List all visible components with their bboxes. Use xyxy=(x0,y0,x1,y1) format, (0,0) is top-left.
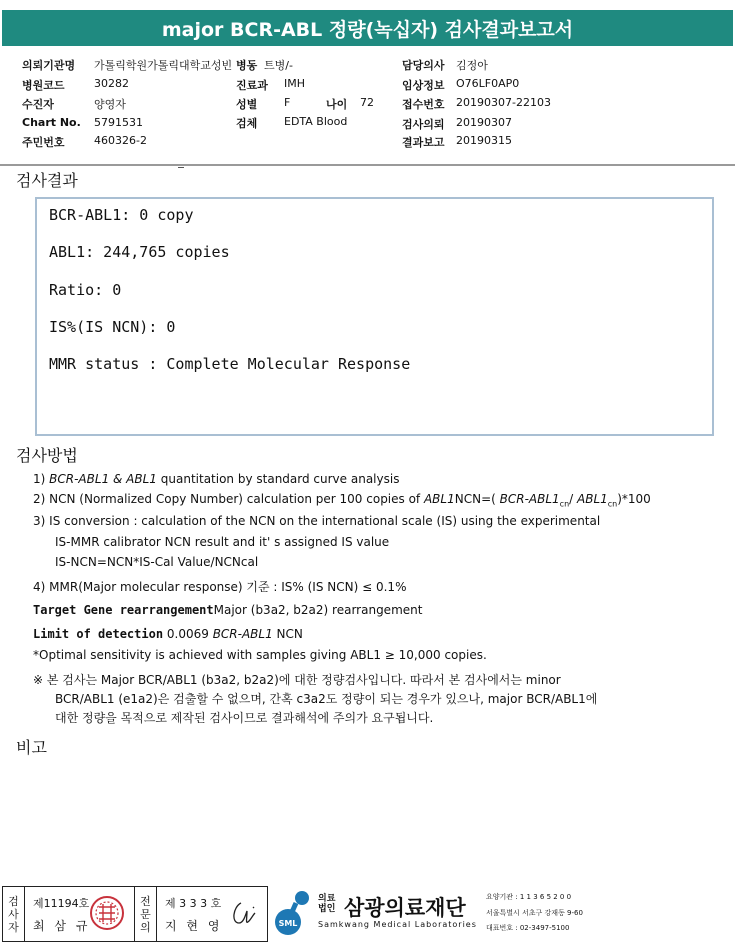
clinical-label: 임상정보 xyxy=(402,79,445,92)
target-gene xyxy=(33,603,422,617)
logo-prefix xyxy=(318,894,335,914)
report-footer xyxy=(2,884,733,944)
id-label: 주민번호 xyxy=(22,136,65,149)
age-value: 72 xyxy=(360,96,374,109)
method-1-number: 1) xyxy=(33,472,46,486)
inspector-license: 제11194호 xyxy=(33,897,90,910)
signature-table xyxy=(2,886,268,942)
info-divider xyxy=(0,164,735,166)
caution-note xyxy=(33,671,561,688)
result-abl1: ABL1: 244,765 copies xyxy=(49,243,230,261)
caution-line-1: 본 검사는 Major BCR/ABL1 (b3a2, b2a2)에 대한 정량검사입니다. 따라서 본 검사에서는 minor xyxy=(46,673,561,687)
lod-label: Limit of detection xyxy=(33,627,164,641)
chart-label: Chart No. xyxy=(22,116,81,129)
method-3-line-2: IS-MMR calibrator NCN result and it' s assigned IS value xyxy=(55,535,390,549)
method-1-text: quantitation by standard curve analysis xyxy=(156,472,400,486)
signature-icon xyxy=(227,897,261,931)
chart-value: 5791531 xyxy=(94,116,143,129)
seal-icon xyxy=(89,895,125,931)
caution-line-3: 대한 정량을 목적으로 제작된 검사이므로 결과해석에 주의가 요구됩니다. xyxy=(55,711,434,725)
age-label: 나이 xyxy=(326,98,348,111)
method-2-sub-1: cn xyxy=(559,499,570,509)
ward-value: 트병/- xyxy=(264,59,293,72)
specialist-title xyxy=(135,887,157,941)
institution-code: 요양기관 : 1 1 3 6 5 2 0 0 xyxy=(486,893,572,901)
lod-value: 0.0069 xyxy=(166,627,213,641)
method-4-text: MMR(Major molecular response) 기준 : IS% (IS NCN) ≤ 0.1% xyxy=(49,580,407,594)
method-3-text: IS conversion : calculation of the NCN on the international scale (IS) using the experimental xyxy=(49,514,601,528)
company-address: 서울특별시 서초구 강재동 9-60 xyxy=(486,909,583,917)
target-gene-label: Target Gene rearrangement xyxy=(33,603,214,617)
inspector-title xyxy=(3,887,25,941)
sex-label: 성별 xyxy=(236,98,258,111)
method-2-slash: / xyxy=(569,492,577,506)
company-logo xyxy=(274,886,514,942)
specialist-name: 지 현 영 xyxy=(165,919,223,933)
result-mmr-status: MMR status : Complete Molecular Response xyxy=(49,355,411,373)
method-2-gene-bcr: BCR-ABL1 xyxy=(499,492,560,506)
method-1-genes: BCR-ABL1 & ABL1 xyxy=(49,472,157,486)
doctor-value: 김정아 xyxy=(456,59,488,72)
limit-of-detection xyxy=(33,627,303,641)
patient-value: 양영자 xyxy=(94,98,126,111)
results-box xyxy=(35,197,714,436)
method-2-gene: ABL1 xyxy=(423,492,455,506)
inspector-cell xyxy=(25,887,135,941)
id-value: 460326-2 xyxy=(94,134,147,147)
method-item-3 xyxy=(33,514,600,528)
remarks-heading: 비고 xyxy=(16,738,47,757)
doctor-label: 담당의사 xyxy=(402,59,445,72)
method-item-2 xyxy=(33,492,651,508)
patient-label: 수진자 xyxy=(22,98,54,111)
company-name-en: Samkwang Medical Laboratories xyxy=(318,920,477,929)
method-2-gene-abl: ABL1 xyxy=(577,492,608,506)
request-value: 20190307 xyxy=(456,116,512,129)
specialist-title-char: 의 xyxy=(140,920,151,934)
specialist-title-char: 전 xyxy=(140,894,151,908)
method-2-text: NCN (Normalized Copy Number) calculation per 100 copies of xyxy=(49,492,424,506)
receipt-label: 접수번호 xyxy=(402,98,445,111)
method-3-line-3: IS-NCN=NCN*IS-Cal Value/NCNcal xyxy=(55,555,259,569)
hospital-value: 가톨릭학원가톨릭대학교성빈 xyxy=(94,59,233,72)
method-2-number: 2) xyxy=(33,492,46,506)
sex-value: F xyxy=(284,96,291,109)
specimen-label: 검체 xyxy=(236,117,258,130)
sensitivity-text: Optimal sensitivity is achieved with samples giving ABL1 ≥ 10,000 copies. xyxy=(39,648,487,662)
divider-tick xyxy=(178,167,184,168)
inspector-name: 최 삼 규 xyxy=(33,919,91,933)
sml-logo-icon xyxy=(274,888,316,938)
target-gene-value: Major (b3a2, b2a2) rearrangement xyxy=(213,603,423,617)
company-name: 삼광의료재단 xyxy=(344,896,466,920)
result-ratio: Ratio: 0 xyxy=(49,281,122,299)
lod-gene: BCR-ABL1 xyxy=(212,627,273,641)
method-item-1 xyxy=(33,472,399,486)
report-title: major BCR-ABL 정량(녹십자) 검사결과보고서 xyxy=(2,10,733,46)
ward-label: 병동 xyxy=(236,59,258,72)
method-heading: 검사방법 xyxy=(16,446,78,465)
specialist-title-char: 문 xyxy=(140,907,151,921)
method-item-4 xyxy=(33,578,406,595)
inspector-title-char: 자 xyxy=(8,920,19,934)
result-is-percent: IS%(IS NCN): 0 xyxy=(49,318,176,336)
sensitivity-mark: * xyxy=(33,648,39,662)
report-label: 결과보고 xyxy=(402,136,445,149)
specialist-license: 제 3 3 3 호 xyxy=(165,897,222,910)
method-2-formula-start: NCN=( xyxy=(454,492,500,506)
method-3-number: 3) xyxy=(33,514,46,528)
method-2-sub-2: cn xyxy=(607,499,618,509)
code-label: 병원코드 xyxy=(22,79,65,92)
inspector-title-char: 검 xyxy=(8,894,19,908)
lod-unit: NCN xyxy=(272,627,303,641)
inspector-title-char: 사 xyxy=(8,907,19,921)
specialist-cell xyxy=(157,887,267,941)
results-heading: 검사결과 xyxy=(16,171,78,190)
company-phone: 대표번호 : 02-3497-5100 xyxy=(486,924,570,932)
logo-prefix-line: 의료 xyxy=(318,894,336,904)
receipt-value: 20190307-22103 xyxy=(456,96,551,109)
method-2-formula-end: )*100 xyxy=(617,492,651,506)
code-value: 30282 xyxy=(94,77,129,90)
report-value: 20190315 xyxy=(456,134,512,147)
request-label: 검사의뢰 xyxy=(402,118,445,131)
logo-mark-text: SML xyxy=(278,919,298,928)
caution-mark: ※ xyxy=(33,673,44,687)
logo-prefix-line: 법인 xyxy=(318,904,336,914)
dept-value: IMH xyxy=(284,77,306,90)
specimen-value: EDTA Blood xyxy=(284,115,348,128)
patient-info xyxy=(0,52,735,164)
caution-line-2: BCR/ABL1 (e1a2)은 검출할 수 없으며, 간혹 c3a2도 정량이 되는 경우가 있으나, major BCR/ABL1에 xyxy=(55,692,598,706)
dept-label: 진료과 xyxy=(236,79,268,92)
hospital-label: 의뢰기관명 xyxy=(22,59,76,72)
method-4-number: 4) xyxy=(33,580,46,594)
sensitivity-note xyxy=(33,648,487,662)
clinical-value: O76LF0AP0 xyxy=(456,77,520,90)
result-bcr-abl1: BCR-ABL1: 0 copy xyxy=(49,206,194,224)
